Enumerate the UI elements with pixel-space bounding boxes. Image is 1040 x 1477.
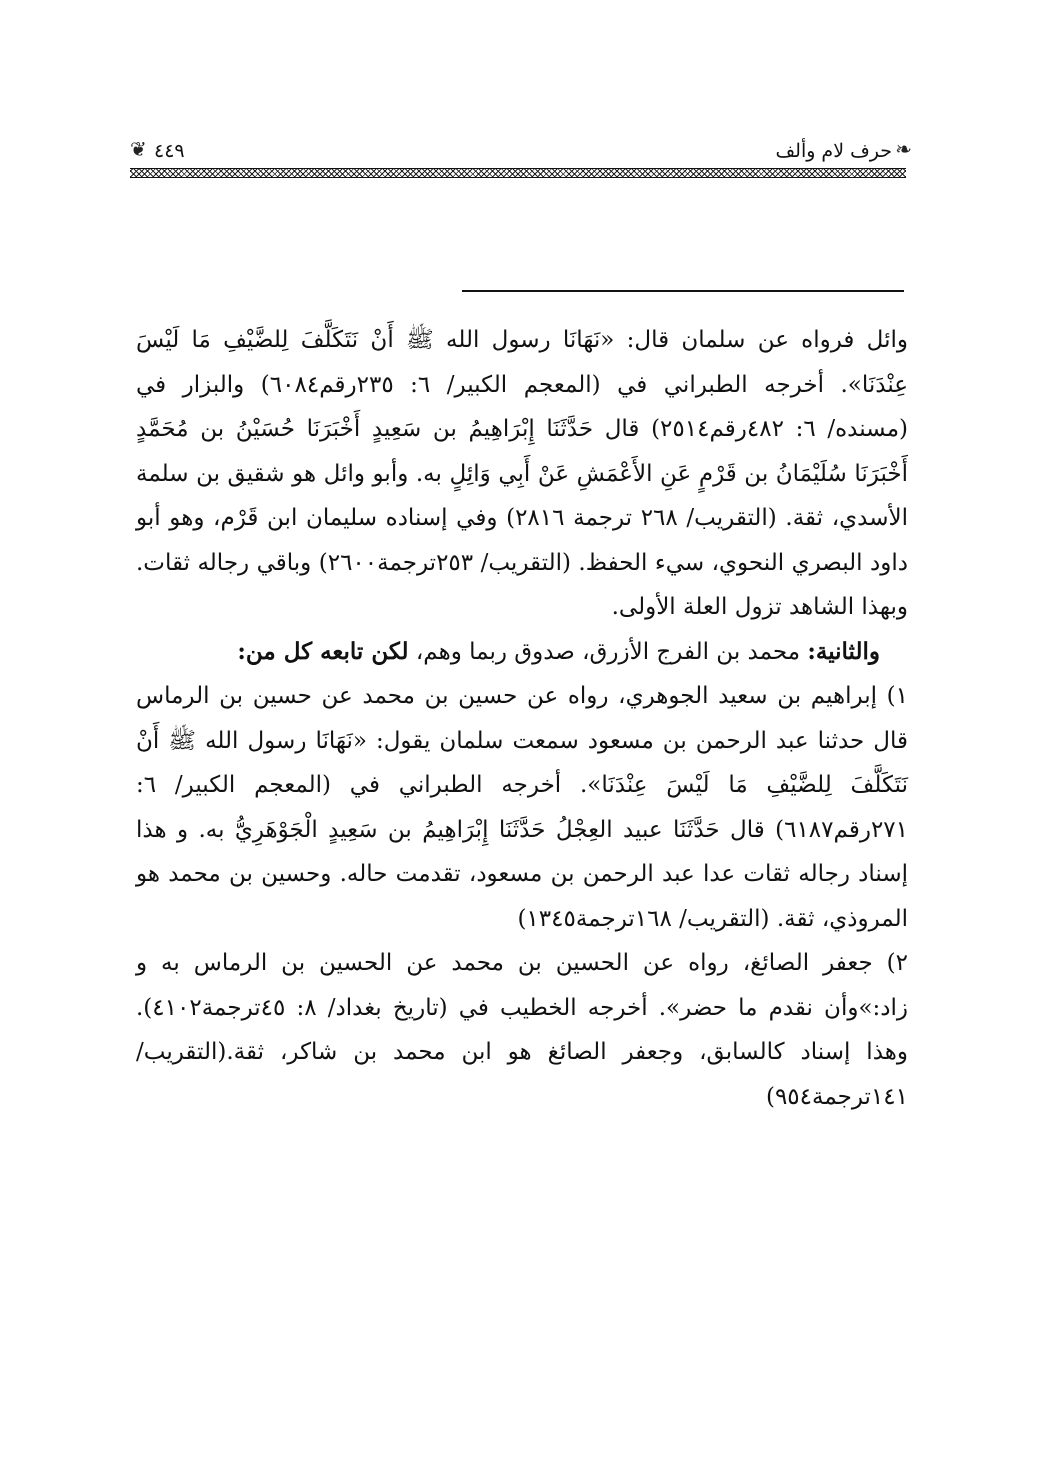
paragraph-2-text: محمد بن الفرج الأزرق، صدوق ربما وهم، (408, 638, 808, 665)
paragraph-2-emphasis: لكن تابعه كل من: (237, 637, 409, 665)
section-lead: والثانية: (807, 637, 880, 665)
header-ornamental-rule (130, 168, 906, 178)
paragraph-2 (136, 630, 908, 675)
footnote-separator (462, 290, 904, 292)
paragraph-4: ٢) جعفر الصائغ، رواه عن الحسين بن محمد عن الحسين بن الرماس به و زاد:»وأن نقدم ما حضر». أخرجه الخطيب في (تاريخ بغداد/ ٨: ٤٥ترجمة٤١٠٢). وهذا إسناد كالسابق، وجعفر الصائغ هو ابن محمد بن شاكر، ثقة.(التقريب/ ١٤١ترجمة٩٥٤) (136, 950, 909, 1110)
running-header (130, 130, 912, 182)
ornament-left-icon: ❦ (130, 137, 147, 161)
body-text (136, 318, 908, 1119)
chapter-title: حرف لام وألف (775, 140, 892, 162)
paragraph-1: وائل فرواه عن سلمان قال: «نَهَانَا رسول الله ﷺ أَنْ نَتَكَلَّفَ لِلضَّيْفِ مَا لَيْسَ عِنْدَنَا». أخرجه الطبراني في (المعجم الكبير/ ٦: ٢٣٥رقم٦٠٨٤) والبزار في (مسنده/ ٦: ٤٨٢رقم٢٥١٤) قال حَدَّثَنَا إِبْرَاهِيمُ بن سَعِيدٍ أَخْبَرَنَا حُسَيْنُ بن مُحَمَّدٍ أَخْبَرَنَا سُلَيْمَانُ بن قَرْمٍ عَنِ الأَعْمَشِ عَنْ أَبِي وَائِلٍ به. وأبو وائل هو شقيق بن سلمة الأسدي، ثقة. (التقريب/ ٢٦٨ ترجمة ٢٨١٦) وفي إسناده سليمان ابن قَرْم، وهو أبو داود البصري النحوي، سيء الحفظ. (التقريب/ ٢٥٣ترجمة٢٦٠٠) وباقي رجاله ثقات. وبهذا الشاهد تزول العلة الأولى. (136, 327, 908, 620)
paragraph-3: ١) إبراهيم بن سعيد الجوهري، رواه عن حسين بن محمد عن حسين بن الرماس قال حدثنا عبد الرحمن بن مسعود سمعت سلمان يقول: «نَهَانَا رسول الله ﷺ أَنْ نَتَكَلَّفَ لِلضَّيْفِ مَا لَيْسَ عِنْدَنَا». أخرجه الطبراني في (المعجم الكبير/ ٦: ٢٧١رقم٦١٨٧) قال حَدَّثَنَا عبيد العِجْلُ حَدَّثَنَا إِبْرَاهِيمُ بن سَعِيدٍ الْجَوْهَرِيُّ به. و هذا إسناد رجاله ثقات عدا عبد الرحمن بن مسعود، تقدمت حاله. وحسين بن محمد هو المروذي، ثقة. (التقريب/ ١٦٨ترجمة١٣٤٥) (136, 683, 908, 932)
ornament-right-icon: ❧ (895, 137, 912, 161)
page-number: ٤٤٩ (154, 140, 185, 162)
